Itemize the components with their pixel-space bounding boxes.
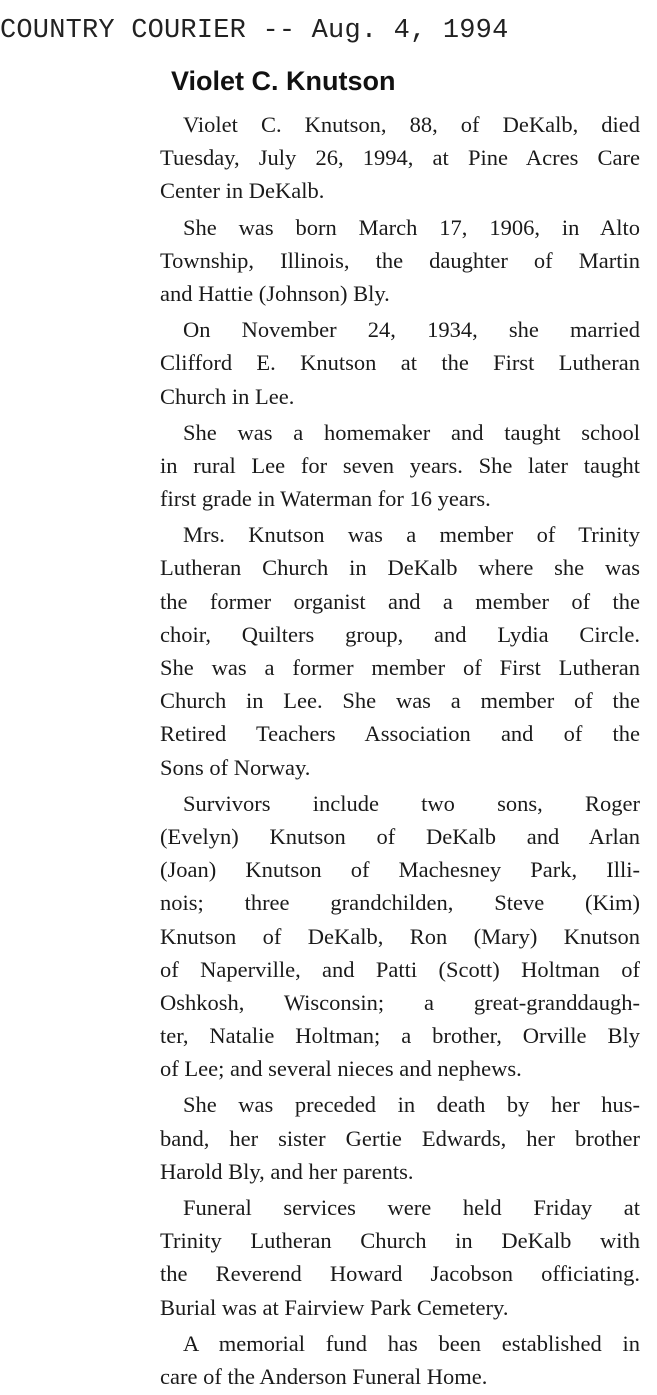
paragraph-line: Township, Illinois, the daughter of Martin (160, 247, 640, 273)
paragraph-line: Funeral services were held Friday at (183, 1195, 640, 1220)
paragraph-line: care of the Anderson Funeral Home. (160, 1363, 488, 1389)
obituary-paragraph (160, 313, 640, 413)
obituary-paragraph (160, 518, 640, 784)
paragraph-line: first grade in Waterman for 16 years. (160, 486, 491, 512)
newspaper-header: COUNTRY COURIER -- Aug. 4, 1994 (0, 16, 509, 46)
paragraph-line: the Reverend Howard Jacobson officiating. (160, 1261, 640, 1287)
paragraph-line: Center in DeKalb. (160, 178, 325, 204)
obituary-paragraph (160, 1327, 640, 1393)
paragraph-line: nois; three grandchilden, Steve (Kim) (160, 890, 640, 916)
paragraph-line: Mrs. Knutson was a member of Trinity (183, 522, 640, 548)
paragraph-line: She was born March 17, 1906, in Alto (183, 214, 640, 240)
paragraph-line: band, her sister Gertie Edwards, her brother (160, 1125, 640, 1151)
paragraph-line: She was a former member of First Lutheran (160, 655, 640, 680)
paragraph-line: in rural Lee for seven years. She later taught (160, 452, 640, 478)
paragraph-line: of Lee; and several nieces and nephews. (160, 1056, 522, 1082)
paragraph-line: She was a homemaker and taught school (183, 419, 640, 445)
paragraph-line: She was preceded in death by her hus- (183, 1092, 640, 1118)
paragraph-line: Retired Teachers Association and of the (160, 721, 640, 747)
paragraph-line: Violet C. Knutson, 88, of DeKalb, died (183, 112, 640, 137)
paragraph-line: choir, Quilters group, and Lydia Circle. (160, 621, 640, 647)
obituary-title: Violet C. Knutson (171, 66, 396, 96)
obituary-paragraph (160, 416, 640, 516)
paragraph-line: A memorial fund has been established in (183, 1330, 640, 1356)
obituary-paragraph (160, 108, 640, 208)
paragraph-line: (Joan) Knutson of Machesney Park, Illi- (160, 857, 640, 883)
paragraph-line: Burial was at Fairview Park Cemetery. (160, 1294, 509, 1320)
paragraph-line: Tuesday, July 26, 1994, at Pine Acres Care (160, 145, 640, 171)
obituary-paragraph (160, 787, 640, 1086)
paragraph-line: the former organist and a member of the (160, 588, 640, 614)
paragraph-line: Harold Bly, and her parents. (160, 1158, 414, 1184)
paragraph-line: Oshkosh, Wisconsin; a great-granddaugh- (160, 989, 640, 1015)
paragraph-line: Trinity Lutheran Church in DeKalb with (160, 1228, 640, 1254)
paragraph-line: Clifford E. Knutson at the First Lutheran (160, 350, 640, 376)
obituary-paragraph (160, 1088, 640, 1188)
paragraph-line: and Hattie (Johnson) Bly. (160, 280, 390, 306)
paragraph-line: ter, Natalie Holtman; a brother, Orville Bly (160, 1023, 640, 1049)
paragraph-line: Church in Lee. (160, 383, 295, 409)
obituary-paragraph (160, 1191, 640, 1324)
paragraph-line: Sons of Norway. (160, 754, 311, 780)
paragraph-line: On November 24, 1934, she married (183, 317, 640, 343)
paragraph-line: Church in Lee. She was a member of the (160, 688, 640, 714)
paragraph-line: Survivors include two sons, Roger (183, 790, 640, 816)
obituary-body (160, 108, 640, 1393)
obituary-paragraph (160, 211, 640, 311)
paragraph-line: Knutson of DeKalb, Ron (Mary) Knutson (160, 923, 640, 949)
paragraph-line: (Evelyn) Knutson of DeKalb and Arlan (160, 823, 640, 849)
paragraph-line: of Naperville, and Patti (Scott) Holtman of (160, 956, 640, 982)
paragraph-line: Lutheran Church in DeKalb where she was (160, 555, 640, 581)
